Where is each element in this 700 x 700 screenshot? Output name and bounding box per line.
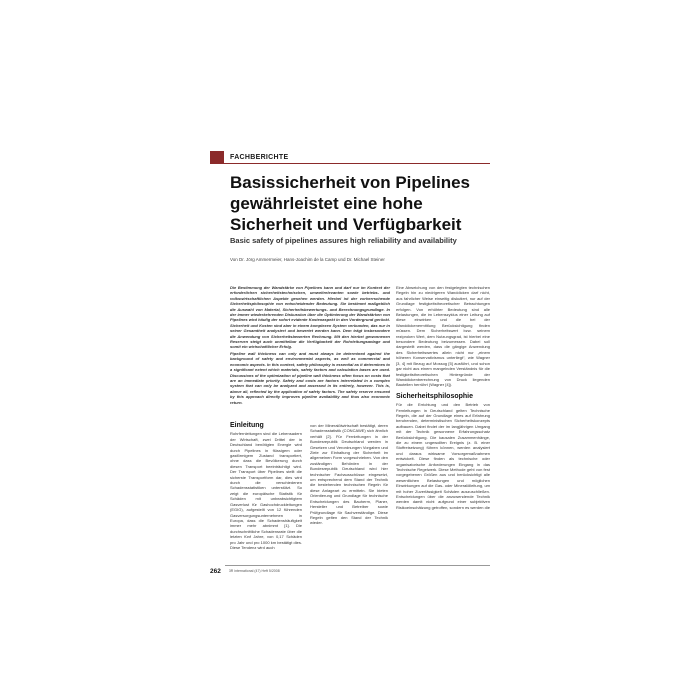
rubric-divider — [210, 163, 490, 164]
body-column-2 — [310, 423, 388, 526]
abstract-german: Die Bestimmung der Wandstärke von Pipelines kann und darf nur im Kontext der erforderlichen sicherheitstechnischen, umweltrelevanten sowie betriebs- und volkswirtschaftlichen Aspekte gesehen werden. Hierbei ist der vorherrschende Sicherheitsphilosophie von entscheidender Bedeutung. Sie bestimmt maßgeblich die Auswahl von Material, Sicherheitsbewertungs- und Berechnungsgrundlage. In der immer wiederkehrenden Diskussion über die Optimierung der Wandstärken von Pipelines wird häufig der sofort evidente Kostenaspekt in den Vordergrund gerückt. Sicherheit und Kosten sind aber in einem komplexen System verbunden, das nur in seiner Gesamtheit analysiert und bewertet werden kann. Dem trägt insbesondere die Anwendung von Sicherheitsbewerten Rechnung. Mit den hierbei gewonnenen Reserven steigt auch unmittelbar die Verfügbarkeit der Rohrleitungsanlage und somit ein wirtschaftlicher Erfolg. — [230, 285, 390, 350]
body-column-1 — [230, 423, 302, 550]
article-subtitle: Basic safety of pipelines assures high reliability and availability — [230, 236, 457, 245]
section-heading-introduction: Einleitung — [230, 422, 264, 429]
abstract-english: Pipeline wall thickness can only and must always be determined against the background of safety and environmental aspects, as well as commercial and economic aspects. In this context, safety philosophy is essential as it determines to a significant extent which materials, safety factors and calculation bases are used. Discussions of the optimization of pipeline wall thickness often focus on costs that are an immediate priority. Safety and costs are factors interrelated in a complex system that can only be analyzed and assessed in its entirety, however. This is, above all, reflected by the application of safety factors. The safety reserve ensured by this approach directly improves pipeline availability and thus also economic return. — [230, 351, 390, 405]
section-heading-safety-philosophy: Sicherheitsphilosophie — [396, 392, 474, 400]
body-text-introduction: Rohrfernleitungen sind die Lebensadern der Wirtschaft, zwei Drittel der in Deutschland benötigten Energie wird durch Pipelines in flüssigem oder gasförmigem Zustand transportiert, ohne dass die Bevölkerung durch diesen Transport beeinträchtigt wird. Der Transport über Pipelines stellt die sicherste Transportform dar, dies wird durch die verschiedenen Schadensstatistiken unterstützt. So zeigt die europäische Statistik für Schäden mit unbeabsichtigtem Gasverlust für Gashochdruckleitungen (EGIG), aufgestellt von 12 führenden Gasversorgungsunternehmen in Europa, dass die Schadenshäufigkeit immer mehr abnimmt [1]. Die durchschnittliche Schadensrate über die letzten fünf Jahre, von 0,17 Schäden pro Jahr und pro 1000 km bestätigt dies. Diese Tendenz wird auch — [230, 431, 302, 550]
journal-reference: 3R international (47) Heft 5/2008 — [228, 569, 280, 573]
body-text-wall-thickness: Eine Abweichung von den festgelegten technischen Regeln hin zu niedrigeren Wanddicken darf nicht, aus fahrlicher Weise einseitig diskutiert, nur auf der Grundlage festigkeitstheoretischer Betrachtungen erfolgen. Von erhöhter Bedeutung sind alle Belastungen, die im Lebenszyklus einer Leitung auf diese einwirken und die bei der Wanddickenermittlung Berücksichtigung finden müssen. Dem Sicherheitswert bzw. seinem reziproken Wert, dem Nutzungsgrad, ist hierbei eine besondere Bedeutung beizumessen. Dabei soll dargestellt werden, dass die gängige Anwendung des Sicherheitswertes allein nicht nur „einem höheren Konservativismus unterliegt“, wie Wagner [3, 4] mit Bezug auf Mossog [5] ausführt, und schon gar nicht aus einem mangelnden Verständnis für die festigkeitstheoretischen Hintergründe der Wanddickenberechnung von Druck liegenden Bauteilen herrührt (Wagner [4]). — [396, 285, 490, 388]
rubric-color-bar — [210, 151, 224, 163]
article-title: Basissicherheit von Pipelines gewährleistet eine hohe Sicherheit und Verfügbarkeit — [230, 173, 470, 234]
page-number: 262 — [210, 567, 221, 575]
body-text-regulations: von der Mineralölwirtschaft bestätigt, deren Schadensstatistik (CONCAWE) sich ähnlich verhält [2]. Für Fernleitungen in der Bundesrepublik Deutschland werden in Gesetzen und Verordnungen Vorgaben und Ziele zur Einhaltung der Sicherheit im allgemeinen Form vorgeschrieben. Von den zuständigen Behörden in der Bundesrepublik Deutschland wird hier technischer Fachausschüsse eingesetzt, um entsprechend dem Stand der Technik die bestehenden technischen Regeln für diese Anlageart zu ermitteln. Sie bieten Orientierung und Grundlage für technische Entscheidungen des Bauherrn, Planer, Hersteller und Betreiber sowie Prüfgrundlage für Sachverständige. Diese Regeln gelten den Stand der Technik wieder. — [310, 423, 388, 526]
body-text-safety-philosophy: Für die Errichtung und den Betrieb von Fernleitungen in Deutschland gelten Technische Regeln, die auf der Grundlage eines auf Erfahrung beruhenden, deterministischen Sicherheitskonzepts aufbauen. Dabei findet der im langjährigen Umgang mit der Technik gewonnene Erfahrungsschatz Berücksichtigung. Die kausalen Zusammenhänge, die zu einem ungewollten Ereignis (z. B. einer Stoffreisetzung) führen können, werden analysiert und daraus wirksame Vorsorgemaßnahmen entwickelt. Diese finden als technische oder organisatorische Anforderungen Eingang in das Technische Regelwerk. Diese Methode geht von fest vorgegebenen Größen aus und berücksichtigt alle wesentlichen Belastungen und möglichen Einwirkungen auf die Gas- oder Mineralölleitung, um mit hoher Zuverlässigkeit Schäden auszuschließen. Entscheidungen über die anzuwendende Technik werden damit nicht aufgrund einer subjektiven Risikoeinschätzung getroffen, sondern es werden die — [396, 402, 490, 510]
body-column-3 — [396, 285, 490, 510]
article-authors: Von Dr. Jörg Ammermeier, Hans-Joachim de la Camp und Dr. Michael Steiner — [230, 257, 385, 262]
page-footer — [210, 566, 490, 576]
rubric-label: FACHBERICHTE — [230, 153, 289, 161]
section-rubric — [210, 151, 288, 163]
